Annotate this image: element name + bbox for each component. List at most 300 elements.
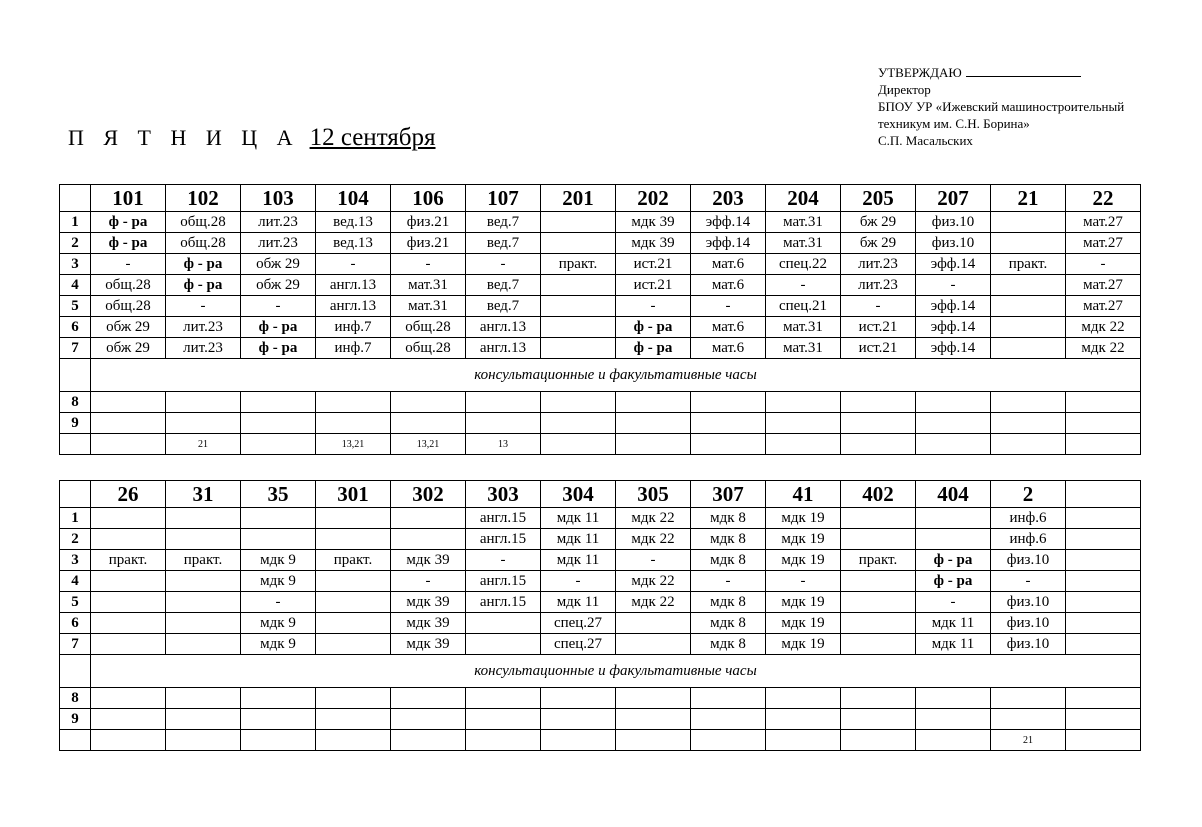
extra-cell	[91, 709, 166, 730]
group-header: 21	[991, 185, 1066, 212]
extra-cell	[1066, 413, 1141, 434]
lesson-cell	[991, 233, 1066, 254]
lesson-cell: англ.13	[466, 317, 541, 338]
extra-cell	[316, 688, 391, 709]
lesson-cell	[91, 592, 166, 613]
footer-cell	[466, 730, 541, 751]
group-header: 304	[541, 481, 616, 508]
lesson-cell: бж 29	[841, 212, 916, 233]
lesson-row	[60, 550, 1141, 571]
group-header: 203	[691, 185, 766, 212]
lesson-cell	[841, 613, 916, 634]
extra-row	[60, 392, 1141, 413]
lesson-cell: ф - ра	[91, 233, 166, 254]
lesson-cell	[166, 571, 241, 592]
lesson-cell	[1066, 592, 1141, 613]
lesson-cell: мдк 8	[691, 613, 766, 634]
lesson-row	[60, 254, 1141, 275]
footer-cell	[1066, 730, 1141, 751]
lesson-cell: ист.21	[841, 338, 916, 359]
extra-cell	[616, 709, 691, 730]
extra-cell	[166, 688, 241, 709]
lesson-cell	[991, 338, 1066, 359]
extra-cell	[316, 392, 391, 413]
lesson-cell: мдк 11	[541, 550, 616, 571]
extra-number: 8	[60, 392, 91, 413]
lesson-cell: -	[391, 254, 466, 275]
lesson-cell	[391, 508, 466, 529]
lesson-number: 5	[60, 592, 91, 613]
lesson-cell	[541, 212, 616, 233]
extra-cell	[766, 392, 841, 413]
lesson-cell	[316, 592, 391, 613]
group-header: 101	[91, 185, 166, 212]
lesson-cell: физ.10	[991, 592, 1066, 613]
lesson-row	[60, 317, 1141, 338]
lesson-cell: лит.23	[166, 317, 241, 338]
lesson-cell: ф - ра	[616, 338, 691, 359]
lesson-cell	[316, 529, 391, 550]
lesson-cell	[841, 634, 916, 655]
lesson-cell	[91, 571, 166, 592]
lesson-cell: мат.31	[391, 296, 466, 317]
lesson-cell	[91, 613, 166, 634]
footer-cell	[91, 730, 166, 751]
consultation-number-cell	[60, 359, 91, 392]
lesson-cell: инф.7	[316, 338, 391, 359]
lesson-cell	[916, 508, 991, 529]
lesson-cell	[541, 233, 616, 254]
lesson-cell	[991, 317, 1066, 338]
lesson-cell: мат.31	[766, 338, 841, 359]
group-header: 102	[166, 185, 241, 212]
schedule-table-1	[59, 184, 1141, 455]
extra-cell	[916, 413, 991, 434]
lesson-cell: -	[616, 296, 691, 317]
lesson-cell: ист.21	[616, 275, 691, 296]
lesson-cell	[991, 296, 1066, 317]
extra-cell	[841, 392, 916, 413]
extra-cell	[766, 413, 841, 434]
lesson-cell	[1066, 613, 1141, 634]
footer-cell	[766, 730, 841, 751]
lesson-cell	[166, 508, 241, 529]
lesson-cell: мдк 39	[391, 634, 466, 655]
lesson-cell: инф.6	[991, 508, 1066, 529]
lesson-cell: мдк 22	[616, 529, 691, 550]
lesson-row	[60, 571, 1141, 592]
lesson-cell: мат.6	[691, 254, 766, 275]
extra-cell	[391, 688, 466, 709]
lesson-cell: вед.13	[316, 212, 391, 233]
lesson-cell: мат.6	[691, 338, 766, 359]
group-header-row	[60, 481, 1141, 508]
extra-cell	[616, 413, 691, 434]
group-header: 104	[316, 185, 391, 212]
lesson-cell: мдк 8	[691, 529, 766, 550]
lesson-cell: -	[916, 275, 991, 296]
lesson-number: 1	[60, 508, 91, 529]
lesson-cell	[241, 508, 316, 529]
lesson-cell: мдк 11	[541, 529, 616, 550]
lesson-number: 2	[60, 233, 91, 254]
consultation-row	[60, 359, 1141, 392]
footer-cell	[91, 434, 166, 455]
extra-cell	[991, 413, 1066, 434]
lesson-cell: мдк 9	[241, 550, 316, 571]
extra-cell	[241, 709, 316, 730]
lesson-cell: общ.28	[91, 296, 166, 317]
lesson-cell	[991, 212, 1066, 233]
group-header: 404	[916, 481, 991, 508]
lesson-cell: лит.23	[241, 233, 316, 254]
group-header: 107	[466, 185, 541, 212]
corner-cell	[60, 185, 91, 212]
lesson-cell: физ.21	[391, 212, 466, 233]
footer-number-cell	[60, 730, 91, 751]
footer-cell	[916, 434, 991, 455]
group-header: 302	[391, 481, 466, 508]
lesson-cell	[841, 592, 916, 613]
extra-cell	[391, 413, 466, 434]
lesson-row	[60, 275, 1141, 296]
lesson-cell: мдк 8	[691, 508, 766, 529]
lesson-cell: -	[991, 571, 1066, 592]
extra-cell	[766, 688, 841, 709]
lesson-cell: -	[166, 296, 241, 317]
approve-label: УТВЕРЖДАЮ	[878, 65, 962, 80]
extra-cell	[1066, 688, 1141, 709]
group-header: 402	[841, 481, 916, 508]
org-line-2: техникум им. С.Н. Борина»	[878, 116, 1030, 131]
extra-cell	[841, 688, 916, 709]
lesson-row	[60, 634, 1141, 655]
extra-cell	[916, 709, 991, 730]
lesson-cell: физ.21	[391, 233, 466, 254]
lesson-cell: -	[466, 550, 541, 571]
group-header: 103	[241, 185, 316, 212]
org-line-1: БПОУ УР «Ижевский машиностроительный	[878, 99, 1125, 114]
lesson-cell	[541, 296, 616, 317]
lesson-cell: вед.7	[466, 233, 541, 254]
extra-cell	[166, 413, 241, 434]
lesson-cell: ф - ра	[241, 338, 316, 359]
lesson-cell: англ.15	[466, 508, 541, 529]
extra-cell	[916, 688, 991, 709]
lesson-cell	[91, 529, 166, 550]
lesson-row	[60, 508, 1141, 529]
lesson-cell: эфф.14	[916, 317, 991, 338]
extra-row	[60, 688, 1141, 709]
lesson-cell: мдк 39	[616, 212, 691, 233]
lesson-cell: физ.10	[991, 613, 1066, 634]
footer-cell	[691, 730, 766, 751]
lesson-number: 3	[60, 254, 91, 275]
extra-cell	[466, 688, 541, 709]
lesson-cell: мат.6	[691, 275, 766, 296]
extra-cell	[1066, 709, 1141, 730]
extra-cell	[91, 688, 166, 709]
lesson-cell: ф - ра	[916, 550, 991, 571]
extra-row	[60, 413, 1141, 434]
group-header: 305	[616, 481, 691, 508]
lesson-cell	[316, 613, 391, 634]
lesson-cell: практ.	[991, 254, 1066, 275]
lesson-cell: практ.	[91, 550, 166, 571]
extra-cell	[691, 413, 766, 434]
group-header	[1066, 481, 1141, 508]
lesson-cell: англ.13	[316, 275, 391, 296]
lesson-cell: мат.27	[1066, 212, 1141, 233]
footer-cell	[916, 730, 991, 751]
footer-cell: 13,21	[316, 434, 391, 455]
lesson-cell	[166, 634, 241, 655]
lesson-cell	[1066, 508, 1141, 529]
lesson-number: 4	[60, 571, 91, 592]
lesson-cell: обж 29	[91, 317, 166, 338]
lesson-cell	[1066, 634, 1141, 655]
lesson-cell: лит.23	[841, 254, 916, 275]
lesson-cell: обж 29	[91, 338, 166, 359]
extra-cell	[316, 413, 391, 434]
extra-cell	[91, 413, 166, 434]
lesson-cell: ф - ра	[916, 571, 991, 592]
footer-cell: 21	[166, 434, 241, 455]
lesson-cell	[316, 508, 391, 529]
extra-cell	[766, 709, 841, 730]
lesson-cell: мдк 19	[766, 508, 841, 529]
lesson-cell	[466, 613, 541, 634]
footer-cell	[316, 730, 391, 751]
lesson-cell	[841, 508, 916, 529]
lesson-cell: мат.6	[691, 317, 766, 338]
lesson-cell: -	[316, 254, 391, 275]
lesson-cell: общ.28	[166, 212, 241, 233]
extra-cell	[691, 709, 766, 730]
lesson-cell	[316, 571, 391, 592]
extra-cell	[91, 392, 166, 413]
group-header: 201	[541, 185, 616, 212]
lesson-cell: мдк 22	[616, 571, 691, 592]
consultation-number-cell	[60, 655, 91, 688]
lesson-cell: бж 29	[841, 233, 916, 254]
lesson-cell: физ.10	[916, 212, 991, 233]
lesson-cell	[841, 571, 916, 592]
approve-line	[878, 64, 1124, 81]
lesson-cell: мдк 22	[616, 592, 691, 613]
lesson-cell: практ.	[841, 550, 916, 571]
consultation-label: консультационные и факультативные часы	[91, 359, 1141, 392]
lesson-cell: -	[841, 296, 916, 317]
lesson-cell: спец.27	[541, 634, 616, 655]
lesson-cell: мат.27	[1066, 296, 1141, 317]
lesson-cell: ф - ра	[91, 212, 166, 233]
lesson-cell: мдк 11	[541, 592, 616, 613]
lesson-cell: мдк 22	[616, 508, 691, 529]
lesson-cell	[466, 634, 541, 655]
lesson-number: 6	[60, 613, 91, 634]
lesson-cell: мдк 9	[241, 571, 316, 592]
lesson-cell	[541, 275, 616, 296]
lesson-cell: мат.27	[1066, 233, 1141, 254]
footer-cell	[841, 730, 916, 751]
lesson-cell: -	[691, 296, 766, 317]
lesson-cell: мдк 39	[391, 592, 466, 613]
lesson-cell: мдк 19	[766, 592, 841, 613]
corner-cell	[60, 481, 91, 508]
footer-cell: 13	[466, 434, 541, 455]
extra-cell	[916, 392, 991, 413]
lesson-cell	[166, 529, 241, 550]
extra-cell	[316, 709, 391, 730]
schedule-date: 12 сентября	[309, 124, 436, 151]
footer-cell: 21	[991, 730, 1066, 751]
lesson-row	[60, 233, 1141, 254]
lesson-cell	[91, 634, 166, 655]
lesson-cell: мат.27	[1066, 275, 1141, 296]
extra-number: 9	[60, 413, 91, 434]
footer-cell	[541, 730, 616, 751]
lesson-cell	[91, 508, 166, 529]
lesson-cell: мдк 9	[241, 613, 316, 634]
lesson-cell	[616, 613, 691, 634]
extra-cell	[841, 413, 916, 434]
extra-cell	[991, 709, 1066, 730]
group-header: 2	[991, 481, 1066, 508]
lesson-cell: общ.28	[391, 338, 466, 359]
lesson-cell: мдк 8	[691, 550, 766, 571]
footer-cell	[991, 434, 1066, 455]
lesson-cell: -	[616, 550, 691, 571]
lesson-cell: инф.6	[991, 529, 1066, 550]
extra-cell	[166, 709, 241, 730]
lesson-cell: обж 29	[241, 275, 316, 296]
footer-cell	[391, 730, 466, 751]
group-header: 26	[91, 481, 166, 508]
extra-cell	[466, 392, 541, 413]
lesson-cell: обж 29	[241, 254, 316, 275]
signature-line	[966, 65, 1081, 77]
lesson-cell: мдк 22	[1066, 338, 1141, 359]
lesson-cell: вед.13	[316, 233, 391, 254]
lesson-cell: мат.31	[766, 317, 841, 338]
lesson-cell: мдк 19	[766, 550, 841, 571]
lesson-cell: англ.13	[466, 338, 541, 359]
extra-cell	[391, 392, 466, 413]
lesson-cell	[991, 275, 1066, 296]
footer-cell	[841, 434, 916, 455]
group-header: 205	[841, 185, 916, 212]
lesson-cell: вед.7	[466, 212, 541, 233]
lesson-cell: ф - ра	[241, 317, 316, 338]
lesson-cell: -	[766, 275, 841, 296]
director-name: С.П. Масальских	[878, 133, 973, 148]
lesson-cell: физ.10	[916, 233, 991, 254]
lesson-row	[60, 338, 1141, 359]
lesson-row	[60, 296, 1141, 317]
lesson-cell: мдк 9	[241, 634, 316, 655]
lesson-cell: мдк 11	[916, 613, 991, 634]
lesson-cell: мдк 19	[766, 529, 841, 550]
lesson-cell: спец.21	[766, 296, 841, 317]
extra-cell	[541, 413, 616, 434]
lesson-cell: мат.31	[766, 233, 841, 254]
lesson-cell: англ.15	[466, 529, 541, 550]
extra-cell	[691, 688, 766, 709]
lesson-cell: -	[766, 571, 841, 592]
lesson-cell: лит.23	[241, 212, 316, 233]
weekday: П Я Т Н И Ц А	[68, 125, 300, 150]
lesson-cell: эфф.14	[916, 296, 991, 317]
extra-cell	[466, 413, 541, 434]
lesson-cell: -	[466, 254, 541, 275]
page-title	[68, 124, 436, 152]
group-header: 31	[166, 481, 241, 508]
lesson-number: 6	[60, 317, 91, 338]
lesson-cell	[316, 634, 391, 655]
lesson-number: 7	[60, 634, 91, 655]
schedule-table-2	[59, 480, 1141, 751]
lesson-cell: практ.	[166, 550, 241, 571]
lesson-cell	[541, 317, 616, 338]
lesson-cell: ф - ра	[616, 317, 691, 338]
group-header: 41	[766, 481, 841, 508]
lesson-cell: инф.7	[316, 317, 391, 338]
extra-cell	[616, 392, 691, 413]
lesson-cell: вед.7	[466, 296, 541, 317]
lesson-cell: -	[541, 571, 616, 592]
footer-cell	[241, 434, 316, 455]
lesson-cell	[1066, 571, 1141, 592]
extra-cell	[541, 688, 616, 709]
lesson-number: 2	[60, 529, 91, 550]
lesson-cell	[166, 613, 241, 634]
lesson-cell: спец.27	[541, 613, 616, 634]
footer-cell	[166, 730, 241, 751]
extra-number: 8	[60, 688, 91, 709]
lesson-cell: мдк 8	[691, 592, 766, 613]
lesson-row	[60, 529, 1141, 550]
lesson-cell: мдк 39	[616, 233, 691, 254]
lesson-cell: мдк 11	[541, 508, 616, 529]
lesson-cell: -	[241, 592, 316, 613]
footer-cell	[766, 434, 841, 455]
lesson-cell: мдк 11	[916, 634, 991, 655]
lesson-cell: -	[1066, 254, 1141, 275]
consultation-row	[60, 655, 1141, 688]
extra-cell	[616, 688, 691, 709]
lesson-cell: -	[916, 592, 991, 613]
group-header: 307	[691, 481, 766, 508]
group-header: 207	[916, 185, 991, 212]
lesson-cell: ист.21	[616, 254, 691, 275]
lesson-cell: англ.15	[466, 592, 541, 613]
extra-cell	[991, 688, 1066, 709]
extra-cell	[241, 392, 316, 413]
lesson-cell: англ.15	[466, 571, 541, 592]
lesson-cell: мат.31	[391, 275, 466, 296]
lesson-cell	[391, 529, 466, 550]
extra-cell	[541, 709, 616, 730]
extra-cell	[1066, 392, 1141, 413]
extra-row	[60, 709, 1141, 730]
lesson-cell: практ.	[541, 254, 616, 275]
lesson-cell: общ.28	[391, 317, 466, 338]
group-header: 301	[316, 481, 391, 508]
group-header: 204	[766, 185, 841, 212]
group-header: 303	[466, 481, 541, 508]
extra-cell	[991, 392, 1066, 413]
